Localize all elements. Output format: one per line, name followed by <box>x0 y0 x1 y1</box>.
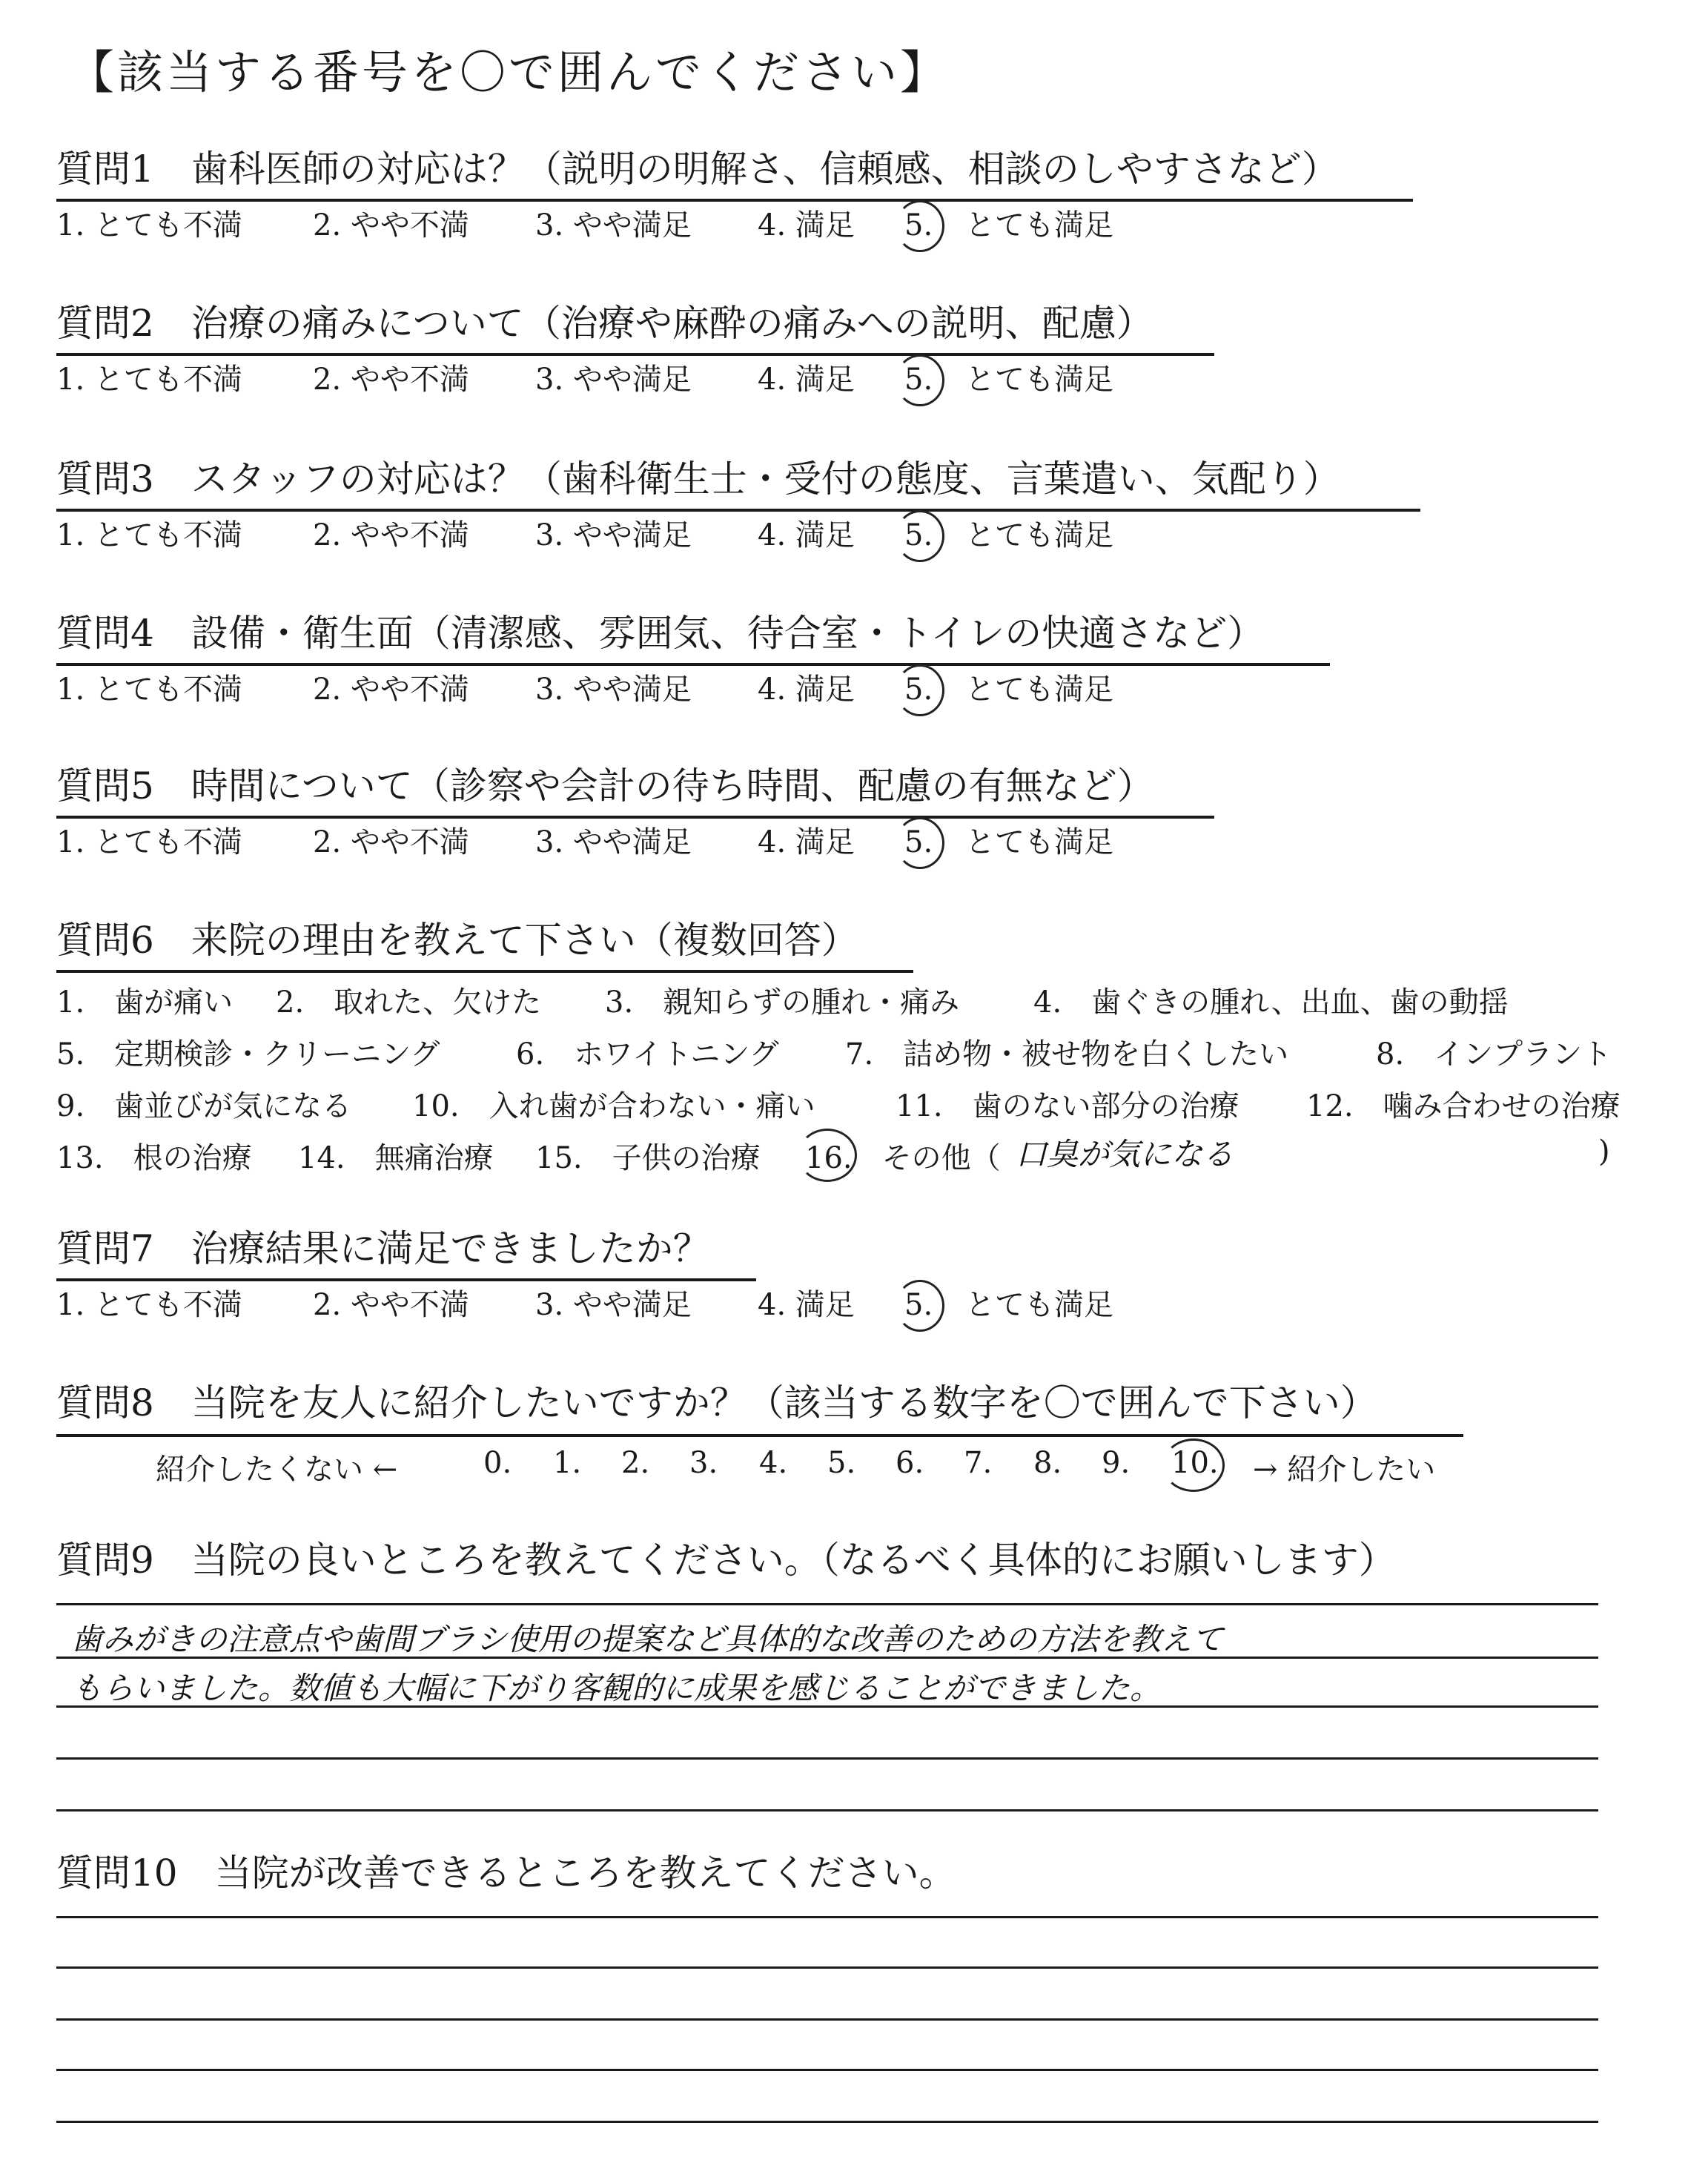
answer-text-line-1: 歯みがきの注意点や歯間ブラシ使用の提案など具体的な改善のための方法を教えて <box>71 1621 1224 1657</box>
reason-6[interactable]: 6. ホワイトニング <box>516 1037 779 1071</box>
question-10-title: 質問10 当院が改善できるところを教えてください。 <box>56 1852 956 1895</box>
question-5-rule <box>56 816 1214 819</box>
answer-line <box>56 1809 1598 1811</box>
question-1-title: 質問1 歯科医師の対応は？（説明の明解さ、信頼感、相談のしやすさなど） <box>56 148 1339 191</box>
score-3[interactable]: 3. <box>689 1446 718 1480</box>
option-1[interactable]: 1. とても不満 <box>56 673 242 707</box>
question-3-title: 質問3 スタッフの対応は？（歯科衛生士・受付の態度、言葉遣い、気配り） <box>56 458 1340 501</box>
option-5[interactable]: 5. <box>904 518 933 552</box>
answer-line <box>56 1705 1598 1708</box>
option-3[interactable]: 3. やや満足 <box>535 825 692 859</box>
option-1[interactable]: 1. とても不満 <box>56 825 242 859</box>
score-4[interactable]: 4. <box>759 1446 788 1480</box>
question-4-rule <box>56 663 1330 666</box>
option-3[interactable]: 3. やや満足 <box>535 518 692 552</box>
answer-line <box>56 1757 1598 1760</box>
selected-circle <box>798 1129 857 1182</box>
option-3[interactable]: 3. やや満足 <box>535 363 692 397</box>
option-5-label: とても満足 <box>965 825 1113 859</box>
reason-16-close: ) <box>1598 1135 1610 1169</box>
option-5[interactable]: 5. <box>904 825 933 859</box>
reason-11[interactable]: 11. 歯のない部分の治療 <box>896 1089 1239 1123</box>
answer-line <box>56 1966 1598 1969</box>
score-7[interactable]: 7. <box>964 1446 993 1480</box>
score-5[interactable]: 5. <box>827 1446 856 1480</box>
score-2[interactable]: 2. <box>621 1446 650 1480</box>
recommend-left-label: 紹介したくない ← <box>156 1453 398 1487</box>
page-header: 【該当する番号を〇で囲んでください】 <box>68 45 950 99</box>
question-8-rule <box>56 1434 1463 1437</box>
answer-line <box>56 2018 1598 2021</box>
option-1[interactable]: 1. とても不満 <box>56 518 242 552</box>
option-5-label: とても満足 <box>965 518 1113 552</box>
option-5-label: とても満足 <box>965 673 1113 707</box>
option-5[interactable]: 5. <box>904 363 933 397</box>
question-6-rule <box>56 970 913 973</box>
reason-1[interactable]: 1. 歯が痛い <box>56 985 234 1020</box>
question-1-rule <box>56 199 1413 202</box>
answer-line <box>56 1657 1598 1659</box>
question-5-title: 質問5 時間について（診察や会計の待ち時間、配慮の有無など） <box>56 764 1154 807</box>
option-5-label: とても満足 <box>965 208 1113 242</box>
recommend-right-label: → 紹介したい <box>1253 1453 1436 1487</box>
answer-line <box>56 2069 1598 2071</box>
selected-circle <box>1162 1439 1225 1492</box>
option-4[interactable]: 4. 満足 <box>758 363 855 397</box>
question-7-title: 質問7 治療結果に満足できましたか？ <box>56 1227 710 1270</box>
option-2[interactable]: 2. やや不満 <box>313 673 469 707</box>
reason-4[interactable]: 4. 歯ぐきの腫れ、出血、歯の動揺 <box>1033 985 1509 1020</box>
reason-13[interactable]: 13. 根の治療 <box>56 1141 252 1175</box>
question-6-title: 質問6 来院の理由を教えて下さい（複数回答） <box>56 919 858 962</box>
reason-10[interactable]: 10. 入れ歯が合わない・痛い <box>412 1089 815 1123</box>
reason-7[interactable]: 7. 詰め物・被せ物を白くしたい <box>845 1037 1289 1071</box>
option-4[interactable]: 4. 満足 <box>758 1288 855 1322</box>
option-2[interactable]: 2. やや不満 <box>313 825 469 859</box>
reason-3[interactable]: 3. 親知らずの腫れ・痛み <box>605 985 960 1020</box>
option-5-label: とても満足 <box>965 1288 1113 1322</box>
question-8-title: 質問8 当院を友人に紹介したいですか？（該当する数字を〇で囲んで下さい） <box>56 1381 1377 1424</box>
answer-text-line-2: もらいました。数値も大幅に下がり客観的に成果を感じることができました。 <box>71 1670 1162 1706</box>
option-3[interactable]: 3. やや満足 <box>535 1288 692 1322</box>
option-2[interactable]: 2. やや不満 <box>313 518 469 552</box>
question-2-title: 質問2 治療の痛みについて（治療や麻酔の痛みへの説明、配慮） <box>56 302 1153 345</box>
option-3[interactable]: 3. やや満足 <box>535 673 692 707</box>
option-4[interactable]: 4. 満足 <box>758 673 855 707</box>
other-reason-text: 口臭が気になる <box>1016 1136 1234 1172</box>
reason-2[interactable]: 2. 取れた、欠けた <box>276 985 542 1020</box>
answer-line <box>56 1603 1598 1605</box>
selected-circle <box>896 354 944 406</box>
score-9[interactable]: 9. <box>1102 1446 1131 1480</box>
selected-circle <box>896 200 944 252</box>
question-9-title: 質問9 当院の良いところを教えてください。（なるべく具体的にお願いします） <box>56 1539 1396 1582</box>
score-6[interactable]: 6. <box>896 1446 924 1480</box>
selected-circle <box>896 664 944 716</box>
reason-5[interactable]: 5. 定期検診・クリーニング <box>56 1037 440 1071</box>
option-4[interactable]: 4. 満足 <box>758 825 855 859</box>
question-2-rule <box>56 353 1214 356</box>
reason-14[interactable]: 14. 無痛治療 <box>298 1141 494 1175</box>
score-0[interactable]: 0. <box>483 1446 512 1480</box>
answer-line <box>56 1916 1598 1918</box>
option-5[interactable]: 5. <box>904 1288 933 1322</box>
question-4-title: 質問4 設備・衛生面（清潔感、雰囲気、待合室・トイレの快適さなど） <box>56 612 1265 655</box>
selected-circle <box>896 510 944 562</box>
score-1[interactable]: 1. <box>553 1446 582 1480</box>
option-3[interactable]: 3. やや満足 <box>535 208 692 242</box>
option-1[interactable]: 1. とても不満 <box>56 363 242 397</box>
reason-12[interactable]: 12. 噛み合わせの治療 <box>1306 1089 1621 1123</box>
option-2[interactable]: 2. やや不満 <box>313 208 469 242</box>
reason-8[interactable]: 8. インプラント <box>1376 1037 1612 1071</box>
option-5[interactable]: 5. <box>904 208 933 242</box>
option-4[interactable]: 4. 満足 <box>758 518 855 552</box>
option-1[interactable]: 1. とても不満 <box>56 1288 242 1322</box>
selected-circle <box>896 1280 944 1332</box>
reason-16[interactable]: 16. その他（ <box>805 1141 1001 1175</box>
score-10[interactable]: 10. <box>1171 1446 1219 1480</box>
recommend-scale <box>0 1446 1708 1490</box>
reason-15[interactable]: 15. 子供の治療 <box>535 1141 761 1175</box>
option-5-label: とても満足 <box>965 363 1113 397</box>
reason-9[interactable]: 9. 歯並びが気になる <box>56 1089 352 1123</box>
option-1[interactable]: 1. とても不満 <box>56 208 242 242</box>
score-8[interactable]: 8. <box>1033 1446 1062 1480</box>
option-2[interactable]: 2. やや不満 <box>313 363 469 397</box>
option-5[interactable]: 5. <box>904 673 933 707</box>
answer-line <box>56 2121 1598 2123</box>
option-4[interactable]: 4. 満足 <box>758 208 855 242</box>
option-2[interactable]: 2. やや不満 <box>313 1288 469 1322</box>
question-3-rule <box>56 509 1420 512</box>
question-7-rule <box>56 1278 756 1281</box>
selected-circle <box>896 817 944 869</box>
